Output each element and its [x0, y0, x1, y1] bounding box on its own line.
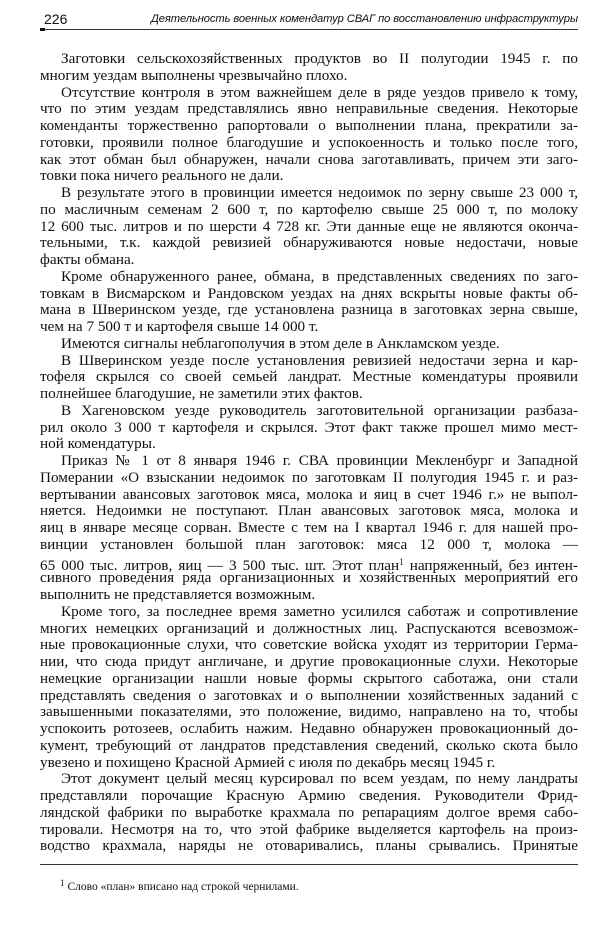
paragraph: [40, 185, 578, 269]
text-line: представлять сведения о заготовках и о выполнении хозяйственных заданий с: [40, 686, 578, 704]
text-line: готовки, проявили полное благодушие и успокоенность и только после того,: [40, 133, 578, 151]
paragraph: [40, 51, 578, 85]
text-line: ные провокационные слухи, что советские войска уходят из территории Герма-: [40, 636, 578, 654]
text-line: многих немецких организаций и должностных лиц. Распускаются всевозмож-: [40, 619, 578, 637]
text-line: рил около 3 000 т картофеля и скрылся. Этот факт также прошел мимо мест-: [40, 418, 578, 436]
paragraph: [40, 353, 578, 403]
paragraph: [40, 85, 578, 186]
text-line: товкам в Висмарском и Рандовском уездах на днях вскрыты новые факты об-: [40, 284, 578, 302]
footnote-rule: [40, 864, 578, 865]
text-line: 65 000 тыс. литров, яиц — 3 500 тыс. шт. Этот план$^1$ напряженный, без интен-: [40, 556, 578, 574]
paragraph: [40, 604, 578, 772]
text-line: успокоить ротозеев, ослабить нажим. Недавно обнаружен провокационный до-: [40, 720, 578, 737]
text-line: по масличным семенам 2 600 т, по картофелю свыше 25 000 т, по молоку: [40, 200, 578, 218]
text-line: что по этим уездам представлялись явно неправильные сведения. Некоторые: [40, 100, 578, 118]
text-line: винции установлен большой план заготовок: мяса 12 000 т, молока —: [40, 535, 578, 553]
running-title: Деятельность военных комендатур СВАГ по восстановлению инфраструктуры: [151, 13, 578, 25]
text-line: Этот документ целый месяц курсировал по всем уездам, по нему ландраты: [61, 770, 578, 788]
text-line: водство крахмала, наряды не отоваривались, планы срывались. Принятые: [40, 837, 578, 855]
text-line: вертывании авансовых заготовок мяса, молока и яиц в счет 1946 г.» не выпол-: [40, 485, 578, 503]
text-line: Заготовки сельскохозяйственных продуктов во II полугодии 1945 г. по: [61, 50, 578, 67]
text-line: выполнить не представляется возможным.: [40, 586, 316, 603]
text-line: увезено и похищено Красной Армией с июля по декабрь месяц 1945 г.: [40, 753, 496, 771]
text-line: Имеются сигналы неблагополучия в этом деле в Анкламском уезде.: [61, 334, 500, 352]
text-line: Кроме обнаруженного ранее, обмана, в представленных сведениях по заго-: [61, 267, 578, 285]
text-line: товки пока ничего реального не дали.: [40, 167, 284, 185]
text-line: ляндской фабрики по выработке крахмала по репарациям долгое время сабо-: [40, 803, 578, 821]
text-line: мана в Шверинском уезде, где установлена разница в заготовках зерна свыше,: [40, 301, 578, 319]
text-line: Отсутствие контроля в этом важнейшем деле в ряде уездов привело к тому,: [61, 83, 578, 101]
paragraph: [40, 336, 578, 353]
text-line: тофеля скрылся со своей семьей ландрат. Местные комендатуры проявили: [40, 368, 578, 386]
header-rule-mark: [40, 28, 45, 31]
text-line: коменданты торжественно рапортовали о выполнении плана, прекратили за-: [40, 117, 578, 134]
text-line: тельными, т.к. каждой ревизией обнаруживаются новые недостачи, новые: [40, 234, 578, 252]
text-line: няется. Недоимки не поступают. План авансовых заготовок мяса, молока и: [40, 502, 578, 520]
text-line: многим уездам выполнены чрезвычайно плохо.: [40, 66, 348, 84]
text-line: Померании «О взыскании недоимок по заготовкам II полугодия 1945 г. и раз-: [40, 468, 578, 486]
text-line: тировали. Несмотря на то, что этой фабрике выделяется картофель на произ-: [40, 820, 578, 838]
footnote-reference: 1: [399, 556, 404, 567]
text-line: ной комендатуры.: [40, 435, 156, 453]
text-line: чем на 7 500 т и картофеля свыше 14 000 т.: [40, 318, 319, 335]
paragraph: [40, 403, 578, 453]
text-line: В результате этого в провинции имеется недоимок по зерну свыше 23 000 т,: [61, 184, 578, 201]
page-number: 226: [44, 11, 68, 27]
running-header: [40, 11, 578, 29]
text-line: представляли порочащие Красную Армию сведения. Руководители Фрид-: [40, 787, 578, 804]
text-line: яиц в январе месяце сорван. Вместе с тем на I квартал 1946 г. для нашей про-: [40, 519, 578, 536]
text-line: немецкие организации нашли новые формы скрытого саботажа, они стали: [40, 669, 578, 687]
text-line: нии, что сюда придут англичане, и другие провокационные слухи. Некоторые: [40, 653, 578, 670]
text-line: 12 600 тыс. литров и по шерсти 4 728 кг. Эти данные еще не являются оконча-: [40, 217, 578, 235]
paragraph: [40, 453, 578, 604]
paragraph: [40, 771, 578, 855]
paragraph: [40, 269, 578, 336]
text-line: факты обмана.: [40, 251, 135, 268]
text-line: сивного проведения ряда организационных и хозяйственных мероприятий его: [40, 569, 578, 587]
header-rule: [40, 29, 578, 30]
text-line: как этот обман был обнаружен, начали снова заготавливать, причем эти заго-: [40, 150, 578, 168]
footnote-text: Слово «план» вписано над строкой чернилами.: [67, 881, 299, 893]
text-line: В Шверинском уезде после установления ревизией недостачи зерна и кар-: [61, 351, 578, 369]
text-line: кумент, требующий от ландратов представления сведений, сколько скота было: [40, 736, 578, 754]
body-text: [40, 51, 578, 855]
text-line: завышенными показателями, это положение, видимо, направлено на то, чтобы: [40, 703, 578, 721]
text-line: Кроме того, за последнее время заметно усилился саботаж и сопротивление: [61, 602, 578, 620]
footnote-marker: 1: [60, 878, 65, 888]
text-line: полнейшее благодушие, не заметили этих фактов.: [40, 385, 363, 402]
footnote: [60, 878, 299, 893]
text-line: Приказ № 1 от 8 января 1946 г. СВА провинции Мекленбург и Западной: [61, 452, 578, 469]
text-line: В Хагеновском уезде руководитель заготовительной организации разбаза-: [61, 401, 578, 419]
